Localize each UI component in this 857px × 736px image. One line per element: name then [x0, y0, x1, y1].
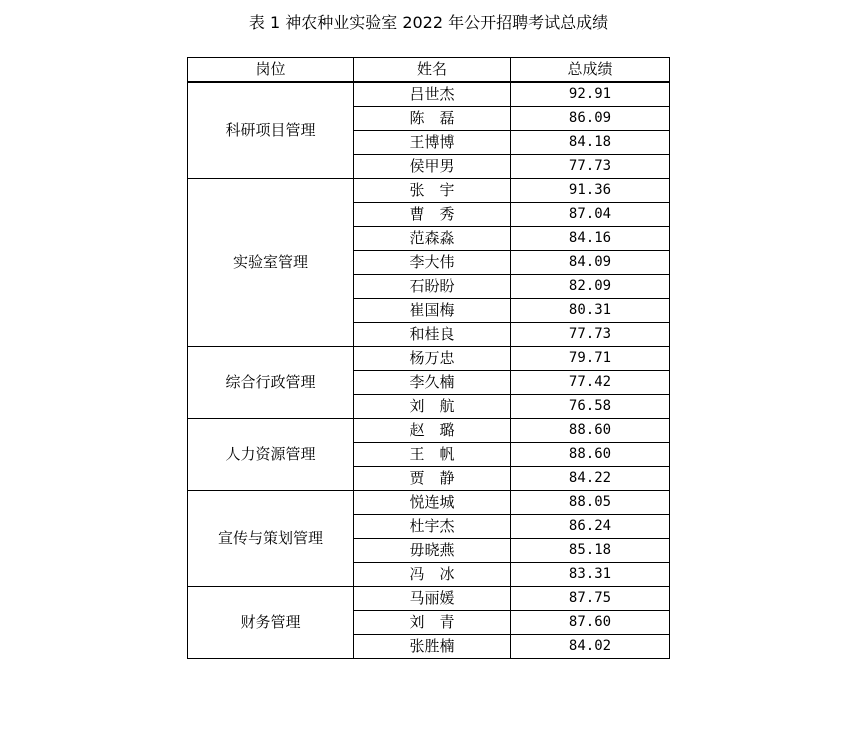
score-cell: 87.75: [511, 587, 670, 611]
score-cell: 92.91: [511, 82, 670, 107]
post-cell: 实验室管理: [188, 179, 354, 347]
name-cell: 侯甲男: [354, 155, 511, 179]
name-cell: 贾 静: [354, 467, 511, 491]
score-cell: 84.09: [511, 251, 670, 275]
table-title: 表 1 神农种业实验室 2022 年公开招聘考试总成绩: [248, 13, 609, 32]
header-score: 总成绩: [511, 58, 670, 83]
score-cell: 88.60: [511, 419, 670, 443]
score-cell: 79.71: [511, 347, 670, 371]
name-cell: 王 帆: [354, 443, 511, 467]
post-cell: 宣传与策划管理: [188, 491, 354, 587]
score-cell: 91.36: [511, 179, 670, 203]
score-cell: 84.02: [511, 635, 670, 659]
table-header-row: [188, 58, 670, 83]
name-cell: 和桂良: [354, 323, 511, 347]
table-row: [188, 82, 670, 107]
score-cell: 76.58: [511, 395, 670, 419]
score-cell: 84.16: [511, 227, 670, 251]
name-cell: 刘 航: [354, 395, 511, 419]
header-post: 岗位: [188, 58, 354, 83]
name-cell: 杨万忠: [354, 347, 511, 371]
score-cell: 80.31: [511, 299, 670, 323]
post-cell: 综合行政管理: [188, 347, 354, 419]
name-cell: 石盼盼: [354, 275, 511, 299]
name-cell: 李大伟: [354, 251, 511, 275]
name-cell: 刘 青: [354, 611, 511, 635]
name-cell: 马丽媛: [354, 587, 511, 611]
score-cell: 86.09: [511, 107, 670, 131]
score-cell: 82.09: [511, 275, 670, 299]
name-cell: 吕世杰: [354, 82, 511, 107]
name-cell: 范森淼: [354, 227, 511, 251]
table-row: [188, 419, 670, 443]
post-cell: 财务管理: [188, 587, 354, 659]
name-cell: 张 宇: [354, 179, 511, 203]
score-cell: 83.31: [511, 563, 670, 587]
score-cell: 77.73: [511, 155, 670, 179]
table-row: [188, 179, 670, 203]
name-cell: 李久楠: [354, 371, 511, 395]
name-cell: 悦连城: [354, 491, 511, 515]
table-body: [188, 82, 670, 659]
name-cell: 冯 冰: [354, 563, 511, 587]
score-cell: 77.42: [511, 371, 670, 395]
score-cell: 88.60: [511, 443, 670, 467]
score-cell: 84.18: [511, 131, 670, 155]
score-cell: 87.04: [511, 203, 670, 227]
score-cell: 87.60: [511, 611, 670, 635]
name-cell: 王博博: [354, 131, 511, 155]
name-cell: 杜宇杰: [354, 515, 511, 539]
score-cell: 77.73: [511, 323, 670, 347]
table-row: [188, 347, 670, 371]
score-cell: 85.18: [511, 539, 670, 563]
table-row: [188, 587, 670, 611]
table-row: [188, 491, 670, 515]
name-cell: 崔国梅: [354, 299, 511, 323]
score-cell: 84.22: [511, 467, 670, 491]
name-cell: 张胜楠: [354, 635, 511, 659]
name-cell: 曹 秀: [354, 203, 511, 227]
post-cell: 人力资源管理: [188, 419, 354, 491]
header-name: 姓名: [354, 58, 511, 83]
name-cell: 毋晓燕: [354, 539, 511, 563]
name-cell: 赵 璐: [354, 419, 511, 443]
name-cell: 陈 磊: [354, 107, 511, 131]
score-cell: 88.05: [511, 491, 670, 515]
score-cell: 86.24: [511, 515, 670, 539]
post-cell: 科研项目管理: [188, 82, 354, 179]
score-table: [187, 57, 670, 659]
